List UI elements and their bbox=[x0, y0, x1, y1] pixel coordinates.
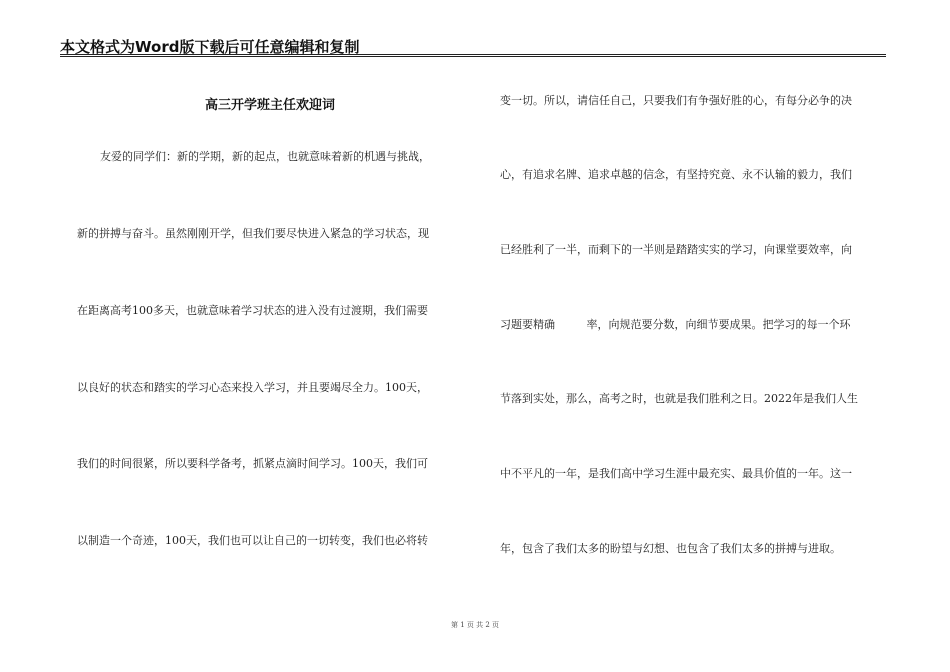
header-title: 本文格式为Word版下载后可任意编辑和复制 bbox=[60, 38, 360, 56]
paragraph-line: 以制造一个奇迹，100天，我们也可以让自己的一切转变，我们也必将转 bbox=[77, 534, 428, 547]
header-divider bbox=[60, 54, 886, 55]
paragraph-line: 心，有追求名牌、追求卓越的信念，有坚持究竟、永不认输的毅力，我们 bbox=[500, 168, 852, 181]
paragraph-line: 在距离高考100多天，也就意味着学习状态的进入没有过渡期，我们需要 bbox=[77, 304, 428, 317]
paragraph-line: 新的拼搏与奋斗。虽然刚刚开学，但我们要尽快进入紧急的学习状态，现 bbox=[77, 227, 429, 240]
header-divider-secondary bbox=[60, 56, 886, 57]
paragraph-line: 变一切。所以，请信任自己，只要我们有争强好胜的心，有每分必争的决 bbox=[500, 94, 852, 107]
paragraph-line: 年，包含了我们太多的盼望与幻想、也包含了我们太多的拼搏与进取。 bbox=[500, 542, 841, 555]
paragraph-line: 友爱的同学们：新的学期，新的起点，也就意味着新的机遇与挑战， bbox=[100, 150, 430, 163]
page-number: 第 1 页 共 2 页 bbox=[450, 621, 500, 629]
paragraph-line: 习题要精确 率，向规范要分数，向细节要成果。把学习的每一个环 bbox=[500, 318, 851, 331]
paragraph-line: 以良好的状态和踏实的学习心态来投入学习，并且要竭尽全力。100天， bbox=[77, 381, 428, 394]
paragraph-line: 已经胜利了一半，而剩下的一半则是踏踏实实的学习，向课堂要效率，向 bbox=[500, 243, 852, 256]
paragraph-line: 中不平凡的一年，是我们高中学习生涯中最充实、最具价值的一年。这一 bbox=[500, 467, 852, 480]
paragraph-line: 我们的时间很紧，所以要科学备考，抓紧点滴时间学习。100天，我们可 bbox=[77, 457, 428, 470]
paragraph-line: 节落到实处，那么，高考之时，也就是我们胜利之日。2022年是我们人生 bbox=[500, 392, 858, 405]
document-title: 高三开学班主任欢迎词 bbox=[204, 98, 335, 113]
